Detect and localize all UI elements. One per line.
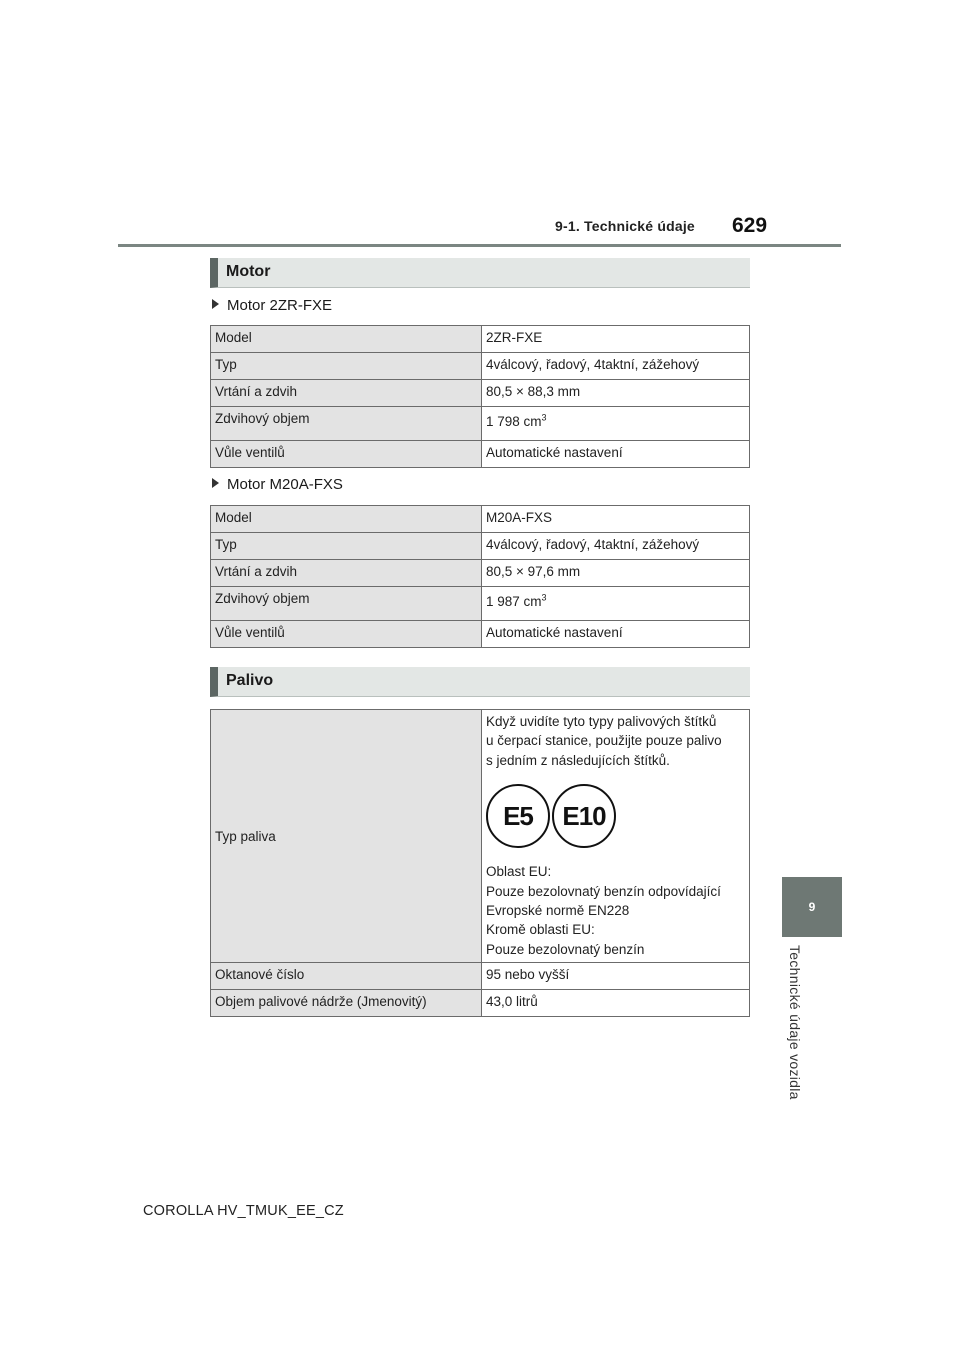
table-row <box>211 506 750 533</box>
spec-label: Vůle ventilů <box>211 441 482 468</box>
engine1-spec-table <box>210 325 750 468</box>
spec-value: 2ZR-FXE <box>482 326 750 353</box>
section-motor-title-text: Motor <box>226 263 271 280</box>
spec-value: Automatické nastavení <box>482 621 750 648</box>
spec-value: 95 nebo vyšší <box>482 963 750 990</box>
section-fuel-title <box>210 667 750 697</box>
table-row <box>211 353 750 380</box>
spec-label: Typ <box>211 353 482 380</box>
fuel-intro: Když uvidíte tyto typy palivových štítků u čerpací stanice, použijte pouze palivo s jedním z následujících štítků. <box>486 714 722 768</box>
spec-label: Model <box>211 506 482 533</box>
table-row <box>211 621 750 648</box>
table-row <box>211 710 750 963</box>
table-row <box>211 326 750 353</box>
spec-value: 80,5 × 88,3 mm <box>482 380 750 407</box>
spec-value: 4válcový, řadový, 4taktní, zážehový <box>482 353 750 380</box>
header-rule <box>118 244 841 247</box>
engine2-spec-table <box>210 505 750 648</box>
spec-value: M20A-FXS <box>482 506 750 533</box>
fuel-label-e5-badge: E5 <box>486 784 550 848</box>
table-row <box>211 380 750 407</box>
fuel-type-label: Typ paliva <box>211 710 482 963</box>
spec-label: Vůle ventilů <box>211 621 482 648</box>
spec-label: Zdvihový objem <box>211 407 482 441</box>
page-number: 629 <box>732 214 768 237</box>
engine1-heading: Motor 2ZR-FXE <box>212 297 332 314</box>
spec-value: 80,5 × 97,6 mm <box>482 560 750 587</box>
chapter-number: 9 <box>808 900 816 914</box>
fuel-label-badges <box>486 784 745 852</box>
fuel-type-value <box>482 710 750 963</box>
spec-label: Typ <box>211 533 482 560</box>
chapter-tab <box>782 877 842 937</box>
triangle-bullet-icon <box>212 299 219 309</box>
unit-superscript: 3 <box>541 412 547 423</box>
spec-value: 43,0 litrů <box>482 990 750 1017</box>
triangle-bullet-icon <box>212 478 219 488</box>
fuel-details: Oblast EU: Pouze bezolovnatý benzín odpovídající Evropské normě EN228 Kromě oblasti EU: Pouze bezolovnatý benzín <box>486 864 721 957</box>
section-motor-title <box>210 258 750 288</box>
header-section-title: 9-1. Technické údaje <box>555 218 695 234</box>
unit-superscript: 3 <box>541 592 547 603</box>
spec-label: Zdvihový objem <box>211 587 482 621</box>
table-row <box>211 963 750 990</box>
spec-label: Vrtání a zdvih <box>211 560 482 587</box>
chapter-side-label: Technické údaje vozidla <box>787 945 803 1100</box>
table-row <box>211 990 750 1017</box>
spec-value: 1 987 $cm^3$ <box>482 587 750 621</box>
engine2-heading: Motor M20A-FXS <box>212 476 343 493</box>
spec-value: Automatické nastavení <box>482 441 750 468</box>
fuel-spec-table <box>210 709 750 1017</box>
table-row <box>211 587 750 621</box>
spec-label: Vrtání a zdvih <box>211 380 482 407</box>
table-row <box>211 560 750 587</box>
spec-label: Oktanové číslo <box>211 963 482 990</box>
table-row <box>211 533 750 560</box>
section-fuel-title-text: Palivo <box>226 672 274 689</box>
footer-document-code: COROLLA HV_TMUK_EE_CZ <box>143 1203 344 1219</box>
table-row <box>211 407 750 441</box>
spec-label: Model <box>211 326 482 353</box>
spec-value: 4válcový, řadový, 4taktní, zážehový <box>482 533 750 560</box>
spec-label: Objem palivové nádrže (Jmenovitý) <box>211 990 482 1017</box>
table-row <box>211 441 750 468</box>
fuel-label-e10-badge: E10 <box>552 784 616 848</box>
spec-value: 1 798 $cm^3$ <box>482 407 750 441</box>
